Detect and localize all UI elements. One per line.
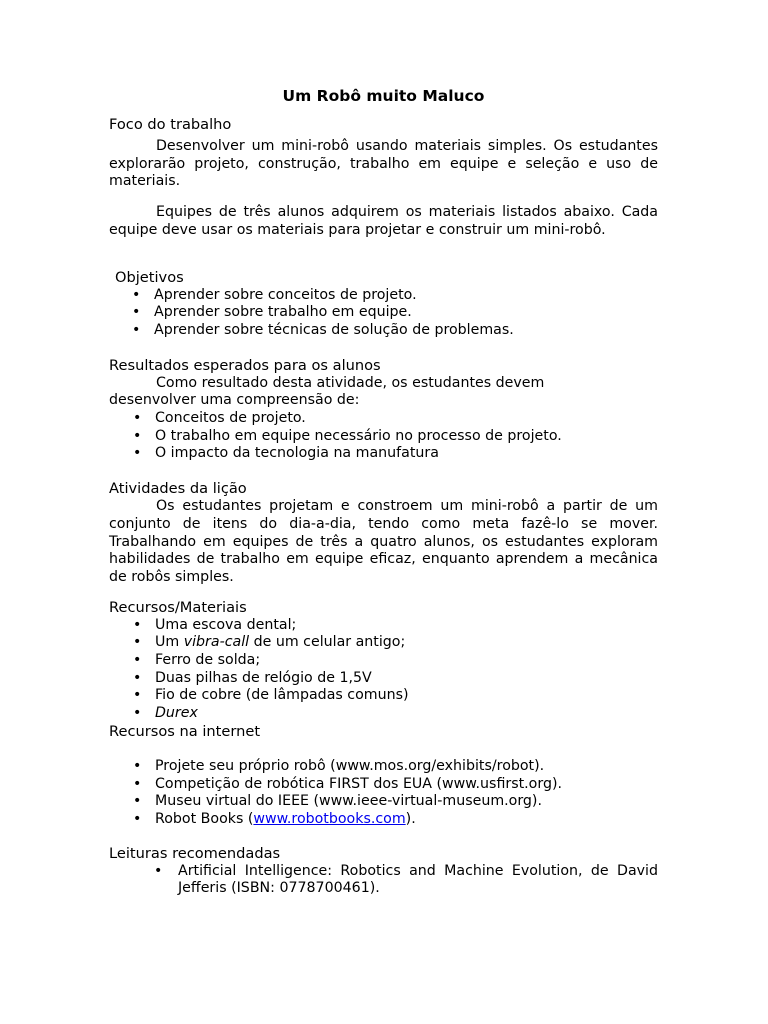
list-item: • O impacto da tecnologia na manufatura [133,445,439,462]
bullet-icon: • [132,304,141,321]
list-item: • Uma escova dental; [133,616,297,633]
bullet-icon: • [133,793,142,810]
list-item: • Conceitos de projeto. [133,410,306,427]
list-item: • Ferro de solda; [133,652,261,669]
list-item: • Durex [133,705,198,722]
heading-atividades: Atividades da lição [109,480,247,498]
list-item: • Museu virtual do IEEE (www.ieee-virtual-museum.org). [133,793,542,810]
list-item: • Projete seu próprio robô (www.mos.org/exhibits/robot). [133,757,545,774]
heading-materiais: Recursos/Materiais [109,598,247,616]
paragraph-foco-2: Equipes de três alunos adquirem os materiais listados abaixo. Cada equipe deve usar os materiais para projetar e construir um mini-robô. [109,204,658,238]
paragraph-resultados: Como resultado desta atividade, os estudantes devem desenvolver uma compreensão de: [109,374,545,409]
bullet-icon: • [132,321,141,338]
list-item: • Aprender sobre conceitos de projeto. [132,286,417,303]
bullet-icon: • [133,705,142,722]
list-item: • Robot Books (www.robotbooks.com). [133,810,416,827]
list-internet [109,758,658,829]
bullet-icon: • [133,669,142,686]
bullet-icon: • [133,445,142,462]
bullet-icon: • [154,862,163,879]
bullet-icon: • [133,427,142,444]
heading-leituras: Leituras recomendadas [109,844,281,862]
bullet-icon: • [133,652,142,669]
robotbooks-link[interactable]: www.robotbooks.com [253,810,406,827]
heading-objetivos: Objetivos [115,268,184,286]
list-item: • Duas pilhas de relógio de 1,5V [133,669,372,686]
document-title: Um Robô muito Maluco [282,87,485,105]
bullet-icon: • [132,286,141,303]
list-item: • Aprender sobre trabalho em equipe. [132,304,412,321]
list-item: • Artificial Intelligence: Robotics and Machine Evolution, de David Jefferis (ISBN: 0778700461). [154,862,658,897]
heading-internet: Recursos na internet [109,722,261,740]
bullet-icon: • [133,616,142,633]
bullet-icon: • [133,757,142,774]
list-item: • Um vibra-call de um celular antigo; [133,634,406,651]
paragraph-atividades: Os estudantes projetam e constroem um mini-robô a partir de um conjunto de itens do dia-a-dia, tendo como meta fazê-lo se mover. Trabalhando em equipes de três a quatro alunos, os estudantes exploram habilidades de trabalho em equipe eficaz, enquanto aprendem a mecânica de robôs simples. [109,498,658,585]
list-item: • Aprender sobre técnicas de solução de problemas. [132,321,514,338]
list-item: • Fio de cobre (de lâmpadas comuns) [133,687,409,704]
bullet-icon: • [133,687,142,704]
bullet-icon: • [133,810,142,827]
heading-resultados: Resultados esperados para os alunos [109,356,381,374]
list-item: • Competição de robótica FIRST dos EUA (www.usfirst.org). [133,775,562,792]
heading-foco: Foco do trabalho [109,116,232,133]
list-materiais [109,617,658,723]
bullet-icon: • [133,410,142,427]
list-item: • O trabalho em equipe necessário no processo de projeto. [133,427,562,444]
document-page [109,86,658,898]
list-resultados [109,410,658,463]
bullet-icon: • [133,775,142,792]
list-objetivos [109,287,658,340]
paragraph-foco-1: Desenvolver um mini-robô usando materiais simples. Os estudantes explorarão projeto, construção, trabalho em equipe e seleção e uso de materiais. [109,138,658,190]
list-leituras [109,863,658,898]
bullet-icon: • [133,634,142,651]
